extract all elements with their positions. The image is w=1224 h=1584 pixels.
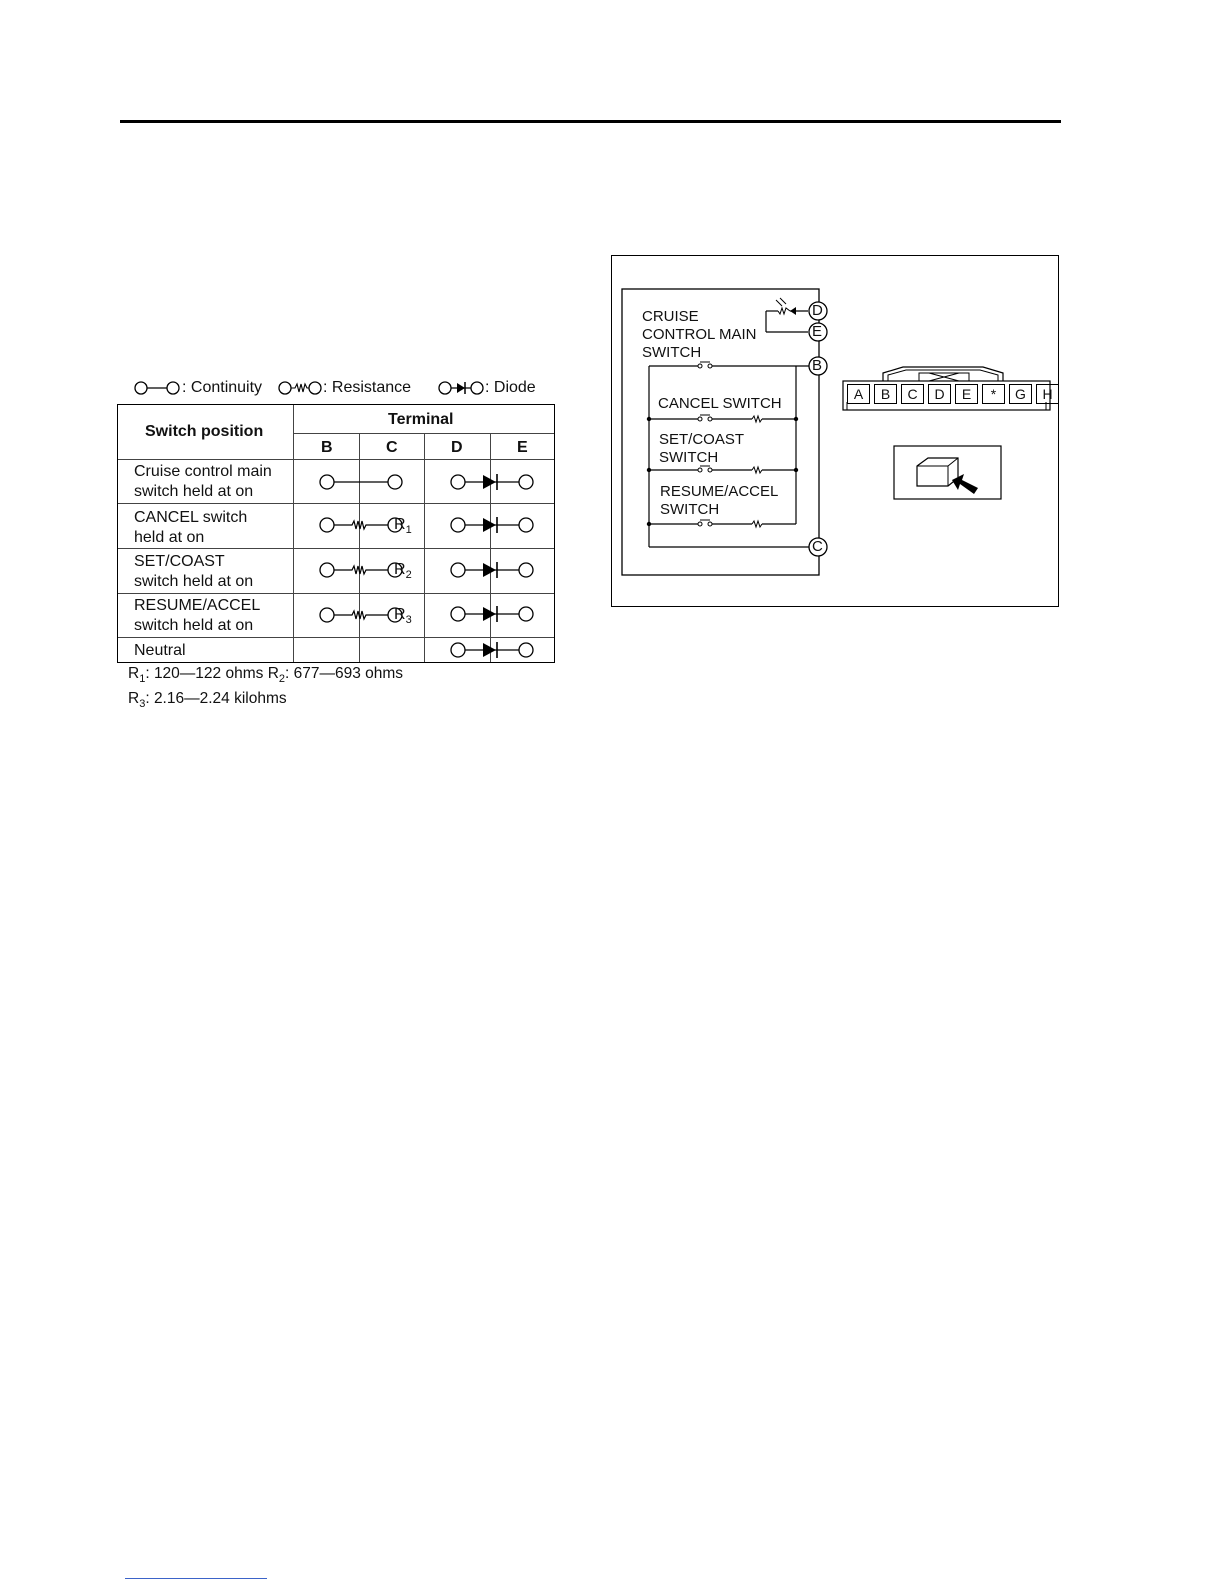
footer-link-underline[interactable] bbox=[125, 1578, 267, 1579]
continuity-symbol-icon bbox=[318, 472, 404, 492]
set-coast-label-line2: SWITCH bbox=[659, 449, 719, 466]
main-switch-label-line3: SWITCH bbox=[642, 344, 702, 361]
legend-continuity-label: : Continuity bbox=[182, 379, 263, 396]
continuity-symbol-icon bbox=[133, 378, 181, 398]
row-label-main-switch-line1: Cruise control main bbox=[134, 463, 272, 480]
switch-continuity-table bbox=[117, 404, 555, 663]
set-coast-label-line1: SET/COAST bbox=[659, 431, 745, 448]
connector-pin: D bbox=[928, 384, 951, 404]
connector-pin: B bbox=[874, 384, 897, 404]
header-terminal: Terminal bbox=[388, 411, 454, 428]
header-switch-position: Switch position bbox=[145, 423, 264, 440]
legend-resistance-label: : Resistance bbox=[323, 379, 412, 396]
r1-label: $R_1$ bbox=[394, 516, 412, 537]
diode-symbol-icon bbox=[449, 560, 535, 580]
diode-symbol-icon bbox=[437, 378, 485, 398]
terminal-b-label: B bbox=[812, 357, 823, 374]
r2-label: $R_2$ bbox=[394, 561, 412, 582]
header-rule bbox=[120, 120, 1061, 123]
note-line-1: $R_1$: 120—122 ohms $R_2$: 677—693 ohms bbox=[128, 665, 404, 686]
row-label-set-coast-line1: SET/COAST bbox=[134, 553, 225, 570]
row-label-cancel-line2: held at on bbox=[134, 529, 205, 546]
diode-symbol-icon bbox=[449, 640, 535, 660]
connector-pin: * bbox=[982, 384, 1005, 404]
connector-pin: A bbox=[847, 384, 870, 404]
symbol-legend bbox=[133, 378, 563, 398]
connector-pin-row bbox=[847, 384, 1059, 404]
diode-symbol-icon bbox=[449, 604, 535, 624]
connector-pin: C bbox=[901, 384, 924, 404]
resistance-symbol-icon bbox=[318, 605, 404, 625]
terminal-c-label: C bbox=[812, 538, 823, 555]
main-switch-label-line2: CONTROL MAIN bbox=[642, 326, 757, 343]
connector-pin: G bbox=[1009, 384, 1032, 404]
main-switch-label-line1: CRUISE bbox=[642, 308, 699, 325]
column-header-c: C bbox=[386, 439, 398, 456]
row-label-resume-accel-line1: RESUME/ACCEL bbox=[134, 597, 261, 614]
connector-pin: H bbox=[1036, 384, 1059, 404]
resistance-symbol-icon bbox=[277, 378, 323, 398]
diode-symbol-icon bbox=[449, 515, 535, 535]
column-header-e: E bbox=[517, 439, 528, 456]
resistance-notes bbox=[128, 664, 403, 714]
row-label-neutral: Neutral bbox=[134, 642, 186, 659]
resume-accel-label-line1: RESUME/ACCEL bbox=[660, 483, 779, 500]
resume-accel-label-line2: SWITCH bbox=[660, 501, 720, 518]
switch-wiring-diagram bbox=[611, 255, 1059, 607]
terminal-d-label: D bbox=[812, 302, 823, 319]
row-label-set-coast-line2: switch held at on bbox=[134, 573, 254, 590]
row-label-cancel-line1: CANCEL switch bbox=[134, 509, 248, 526]
r3-label: $R_3$ bbox=[394, 606, 412, 627]
connector-pin: E bbox=[955, 384, 978, 404]
row-label-main-switch-line2: switch held at on bbox=[134, 483, 254, 500]
resistance-symbol-icon bbox=[318, 560, 404, 580]
column-header-d: D bbox=[451, 439, 463, 456]
note-line-2: $R_3$: 2.16—2.24 kilohms bbox=[128, 690, 287, 711]
column-header-b: B bbox=[321, 439, 333, 456]
row-label-resume-accel-line2: switch held at on bbox=[134, 617, 254, 634]
cancel-switch-label: CANCEL SWITCH bbox=[658, 395, 782, 412]
resistance-symbol-icon bbox=[318, 515, 404, 535]
diode-symbol-icon bbox=[449, 472, 535, 492]
terminal-e-label: E bbox=[812, 323, 823, 340]
legend-diode-label: : Diode bbox=[485, 379, 536, 396]
